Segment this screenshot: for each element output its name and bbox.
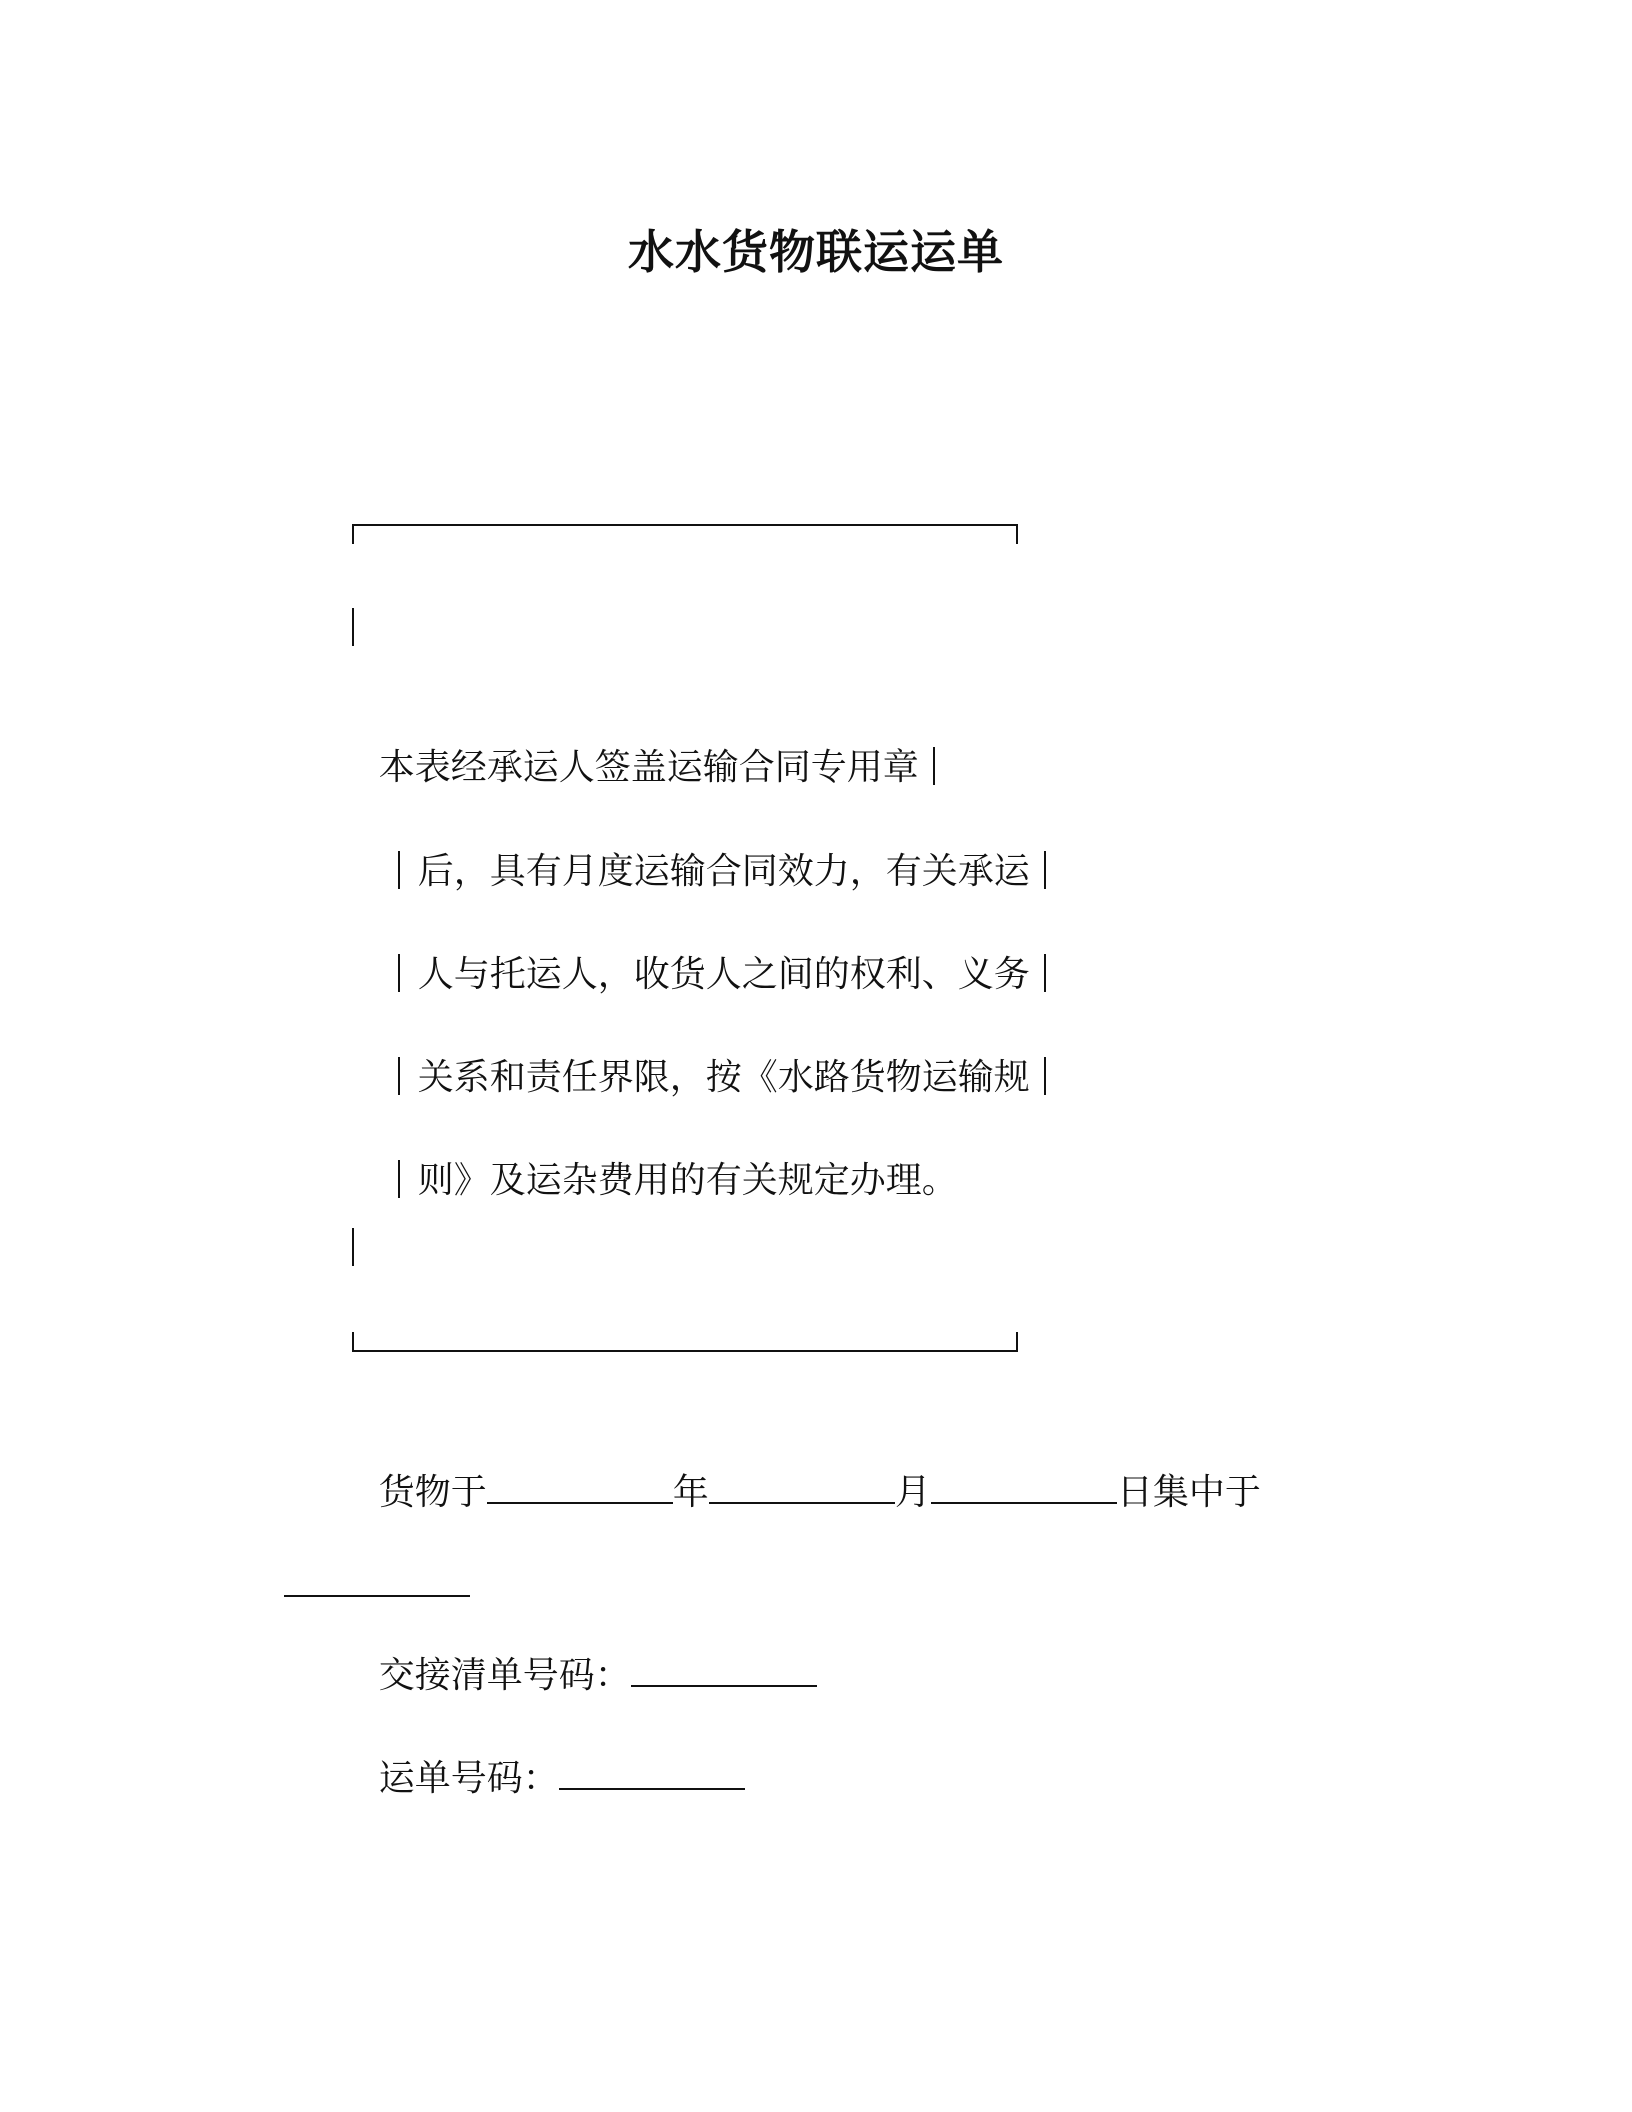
notice-line-3-text: 人与托运人，收货人之间的权利、义务 bbox=[417, 954, 1030, 995]
notice-frame-bottom bbox=[352, 1332, 1018, 1352]
notice-line-4-right-bar bbox=[1044, 1057, 1046, 1095]
notice-line-2-right-bar bbox=[1044, 851, 1046, 889]
notice-line-3-left-bar bbox=[398, 954, 400, 992]
notice-line-5-left-bar bbox=[398, 1160, 400, 1198]
notice-line-1-right-bar bbox=[933, 747, 935, 785]
day-label: 日集中于 bbox=[1116, 1472, 1261, 1513]
notice-frame-left-bar-2 bbox=[352, 1228, 354, 1266]
notice-line-1-text: 本表经承运人签盖运输合同专用章 bbox=[378, 747, 919, 788]
notice-line-2-text: 后，具有月度运输合同效力，有关承运 bbox=[417, 851, 1030, 892]
goods-date-line bbox=[333, 1427, 1261, 1559]
notice-line-2-left-bar bbox=[398, 851, 400, 889]
month-blank[interactable] bbox=[709, 1472, 895, 1504]
handover-list-label: 交接清单号码： bbox=[378, 1655, 631, 1696]
goods-prefix-label: 货物于 bbox=[378, 1472, 487, 1513]
notice-line-5-text: 则》及运杂费用的有关规定办理。 bbox=[417, 1160, 958, 1201]
location-blank[interactable] bbox=[284, 1565, 470, 1597]
day-blank[interactable] bbox=[931, 1472, 1117, 1504]
waybill-blank[interactable] bbox=[559, 1758, 745, 1790]
year-blank[interactable] bbox=[487, 1472, 673, 1504]
notice-line-3-right-bar bbox=[1044, 954, 1046, 992]
year-label: 年 bbox=[672, 1472, 709, 1513]
waybill-line bbox=[333, 1713, 745, 1845]
document-title: 水水货物联运运单 bbox=[628, 225, 1004, 279]
notice-frame-top bbox=[352, 524, 1018, 544]
notice-line-4-left-bar bbox=[398, 1057, 400, 1095]
month-label: 月 bbox=[894, 1472, 931, 1513]
waybill-label: 运单号码： bbox=[378, 1758, 559, 1799]
notice-line-5 bbox=[352, 1115, 958, 1247]
handover-list-blank[interactable] bbox=[631, 1655, 817, 1687]
notice-frame-left-bar-1 bbox=[352, 608, 354, 646]
notice-line-4-text: 关系和责任界限，按《水路货物运输规 bbox=[417, 1057, 1030, 1098]
